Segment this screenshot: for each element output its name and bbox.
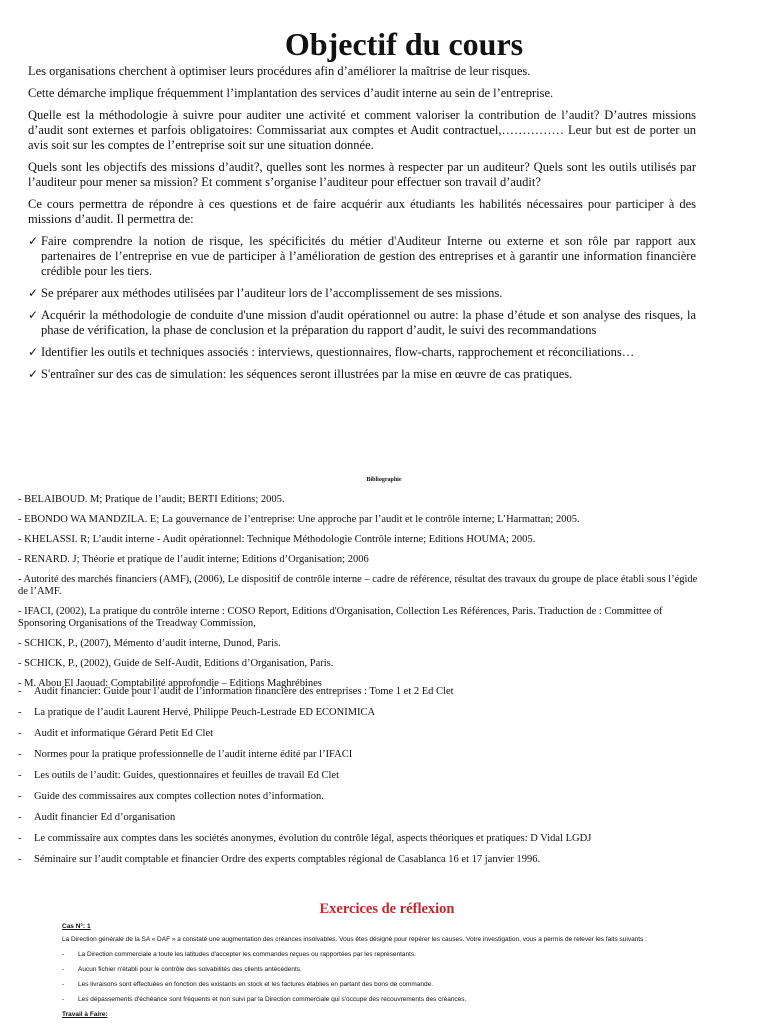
reference-text: Guide des commissaires aux comptes collection notes d’information. bbox=[34, 791, 324, 802]
checkmark-icon: ✓ bbox=[28, 308, 39, 322]
objective-text: Se préparer aux méthodes utilisées par l’auditeur lors de l’accomplissement de ses missions. bbox=[41, 286, 503, 300]
reference-item: - Autorité des marchés financiers (AMF), (2006), Le dispositif de contrôle interne – cadre de référence, résultat des travaux du groupe de place établi sous l’égide de l’AMF. bbox=[18, 574, 698, 597]
reference-text: Audit et informatique Gérard Petit Ed Clet bbox=[34, 728, 214, 739]
case-fact: - La Direction commerciale a toute les latitudes d'accepter les commandes reçues ou rapportées par les représentants. bbox=[62, 951, 416, 958]
reference-item: - IFACI, (2002), La pratique du contrôle interne : COSO Report, Editions d'Organisation, Collection Les Références, Paris. Traduction de : Committee of Sponsoring Organisations of the Treadway Commission, bbox=[18, 606, 663, 629]
reference-item: - Guide des commissaires aux comptes collection notes d’information. bbox=[18, 791, 324, 802]
fact-text: Les dépassements d'échéance sont fréquents et non suivi par la Direction commerciale qui s'occupe des recouvrements des créances. bbox=[78, 996, 467, 1003]
objective-item bbox=[28, 286, 696, 301]
bibliography-dash-list bbox=[18, 686, 708, 875]
reference-item: - La pratique de l’audit Laurent Hervé, Philippe Peuch-Lestrade ED ECONIMICA bbox=[18, 707, 376, 718]
intro-paragraph: Quelle est la méthodologie à suivre pour auditer une activité et comment valoriser la contribution de l’audit? D’autres missions d’audit sont externes et parfois obligatoires: Commissariat aux comptes et Audit contractuel,…………… Leur but est de porter un avis soit sur les comptes de l’entreprise soit sur une situation donnée. bbox=[28, 108, 696, 152]
case-description: La Direction générale de la SA « DAF » a constaté une augmentation des créances insolvables. Vous êtes désigné pour repérer les causes. Votre investigation, vous a permis de relever les faits suivants : bbox=[62, 936, 647, 943]
reference-item: - Normes pour la pratique professionnelle de l’audit interne édité par l’IFACI bbox=[18, 749, 353, 760]
reference-item: - SCHICK, P., (2002), Guide de Self-Audit, Editions d’Organisation, Paris. bbox=[18, 658, 334, 669]
reference-item: - Audit et informatique Gérard Petit Ed Clet bbox=[18, 728, 214, 739]
case-fact: - Aucun fichier n'établi pour le contrôle des solvabilités des clients antécédents. bbox=[62, 966, 302, 973]
bibliography-list bbox=[18, 494, 708, 698]
reference-text: La pratique de l’audit Laurent Hervé, Philippe Peuch-Lestrade ED ECONIMICA bbox=[34, 707, 376, 718]
objective-item bbox=[28, 345, 696, 360]
reference-text: Normes pour la pratique professionnelle de l’audit interne édité par l’IFACI bbox=[34, 749, 353, 760]
reference-item: - Séminaire sur l’audit comptable et financier Ordre des experts comptables régional de Casablanca 16 et 17 janvier 1996. bbox=[18, 854, 541, 865]
reference-text: Audit financier: Guide pour l’audit de l’information financière des entreprises : Tome 1 et 2 Ed Clet bbox=[34, 686, 454, 697]
case-fact: - Les dépassements d'échéance sont fréquents et non suivi par la Direction commerciale qui s'occupe des recouvrements des créances. bbox=[62, 996, 467, 1003]
reference-item: - Le commissaire aux comptes dans les sociétés anonymes, évolution du contrôle légal, aspects théoriques et pratiques: D Vidal LGDJ bbox=[18, 833, 592, 844]
reference-item: - KHELASSI. R; L’audit interne - Audit opérationnel: Technique Méthodologie Contrôle interne; Editions HOUMA; 2005. bbox=[18, 534, 536, 545]
reference-text: Le commissaire aux comptes dans les sociétés anonymes, évolution du contrôle légal, aspects théoriques et pratiques: D Vidal LGDJ bbox=[34, 833, 592, 844]
fact-text: La Direction commerciale a toute les latitudes d'accepter les commandes reçues ou rapportées par les représentants. bbox=[78, 951, 416, 958]
objectives-list bbox=[28, 234, 696, 382]
reference-item: - RENARD. J; Théorie et pratique de l’audit interne; Editions d’Organisation; 2006 bbox=[18, 554, 369, 565]
objective-text: S'entraîner sur des cas de simulation: les séquences seront illustrées par la mise en œuvre de cas pratiques. bbox=[41, 367, 573, 381]
reference-text: Audit financier Ed d’organisation bbox=[34, 812, 176, 823]
checkmark-icon: ✓ bbox=[28, 286, 39, 300]
page-title: Objectif du cours bbox=[284, 26, 524, 62]
reference-item: - SCHICK, P., (2007), Mémento d’audit interne, Dunod, Paris. bbox=[18, 638, 281, 649]
objective-item bbox=[28, 234, 696, 279]
intro-paragraph: Les organisations cherchent à optimiser leurs procédures afin d’améliorer la maîtrise de leur risques. bbox=[28, 64, 531, 78]
exercise-case bbox=[62, 922, 722, 1019]
intro-paragraph: Cette démarche implique fréquemment l’implantation des services d’audit interne au sein de l’entreprise. bbox=[28, 86, 554, 100]
reference-item: - M. Abou El Jaouad: Comptabilité approfondie – Editions Maghrébines bbox=[18, 678, 322, 689]
checkmark-icon: ✓ bbox=[28, 367, 39, 381]
intro-paragraph: Ce cours permettra de répondre à ces questions et de faire acquérir aux étudiants les habilités nécessaires pour participer à des missions d’audit. Il permettra de: bbox=[28, 197, 696, 226]
objective-text: Acquérir la méthodologie de conduite d'une mission d'audit opérationnel ou autre: la phase d’étude et son analyse des risques, la phase de vérification, la phase de conclusion et la préparation du rapport d’audit, le suivi des recommandations bbox=[41, 308, 696, 337]
reference-text: Les outils de l’audit: Guides, questionnaires et feuilles de travail Ed Clet bbox=[34, 770, 340, 781]
checkmark-icon: ✓ bbox=[28, 234, 39, 248]
reference-item: - BELAIBOUD. M; Pratique de l’audit; BERTI Editions; 2005. bbox=[18, 494, 285, 505]
reference-item: - Les outils de l’audit: Guides, questionnaires et feuilles de travail Ed Clet bbox=[18, 770, 340, 781]
reference-item: - Audit financier: Guide pour l’audit de l’information financière des entreprises : Tome 1 et 2 Ed Clet bbox=[18, 686, 454, 697]
reference-item: - EBONDO WA MANDZILA. E; La gouvernance de l’entreprise: Une approche par l’audit et le contrôle interne; L’Harmattan; 2005. bbox=[18, 514, 580, 525]
exercises-title: Exercices de réflexion bbox=[319, 901, 455, 917]
reference-item: - Audit financier Ed d’organisation bbox=[18, 812, 176, 823]
case-label: Cas N°: 1 bbox=[62, 923, 91, 930]
work-label: Travail à Faire: bbox=[62, 1011, 108, 1018]
intro-paragraph: Quels sont les objectifs des missions d’audit?, quelles sont les normes à respecter par un auditeur? Quels sont les outils utilisés par l’auditeur pour mener sa mission? Et comment s’organise l’auditeur pour effectuer son travail d’audit? bbox=[28, 160, 696, 189]
objective-item bbox=[28, 308, 696, 338]
bibliography-title: Bibliographie bbox=[366, 477, 402, 483]
reference-text: Séminaire sur l’audit comptable et financier Ordre des experts comptables régional de Casablanca 16 et 17 janvier 1996. bbox=[34, 854, 541, 865]
case-fact: - Les livraisons sont effectuées en fonction des existants en stock et les factures établies en partant des bons de commande. bbox=[62, 981, 434, 988]
fact-text: Aucun fichier n'établi pour le contrôle des solvabilités des clients antécédents. bbox=[78, 966, 302, 973]
objective-text: Identifier les outils et techniques associés : interviews, questionnaires, flow-charts, rapprochement et réconciliations… bbox=[41, 345, 635, 359]
objective-text: Faire comprendre la notion de risque, les spécificités du métier d'Auditeur Interne ou externe et son rôle par rapport aux partenaires de l’entreprise en vue de participer à l’amélioration de gestion des entreprises et à garantir une information financière crédible pour les tiers. bbox=[41, 234, 696, 278]
fact-text: Les livraisons sont effectuées en fonction des existants en stock et les factures établies en partant des bons de commande. bbox=[78, 981, 434, 988]
objective-item bbox=[28, 367, 696, 382]
course-objectives-section bbox=[28, 64, 696, 389]
checkmark-icon: ✓ bbox=[28, 345, 39, 359]
